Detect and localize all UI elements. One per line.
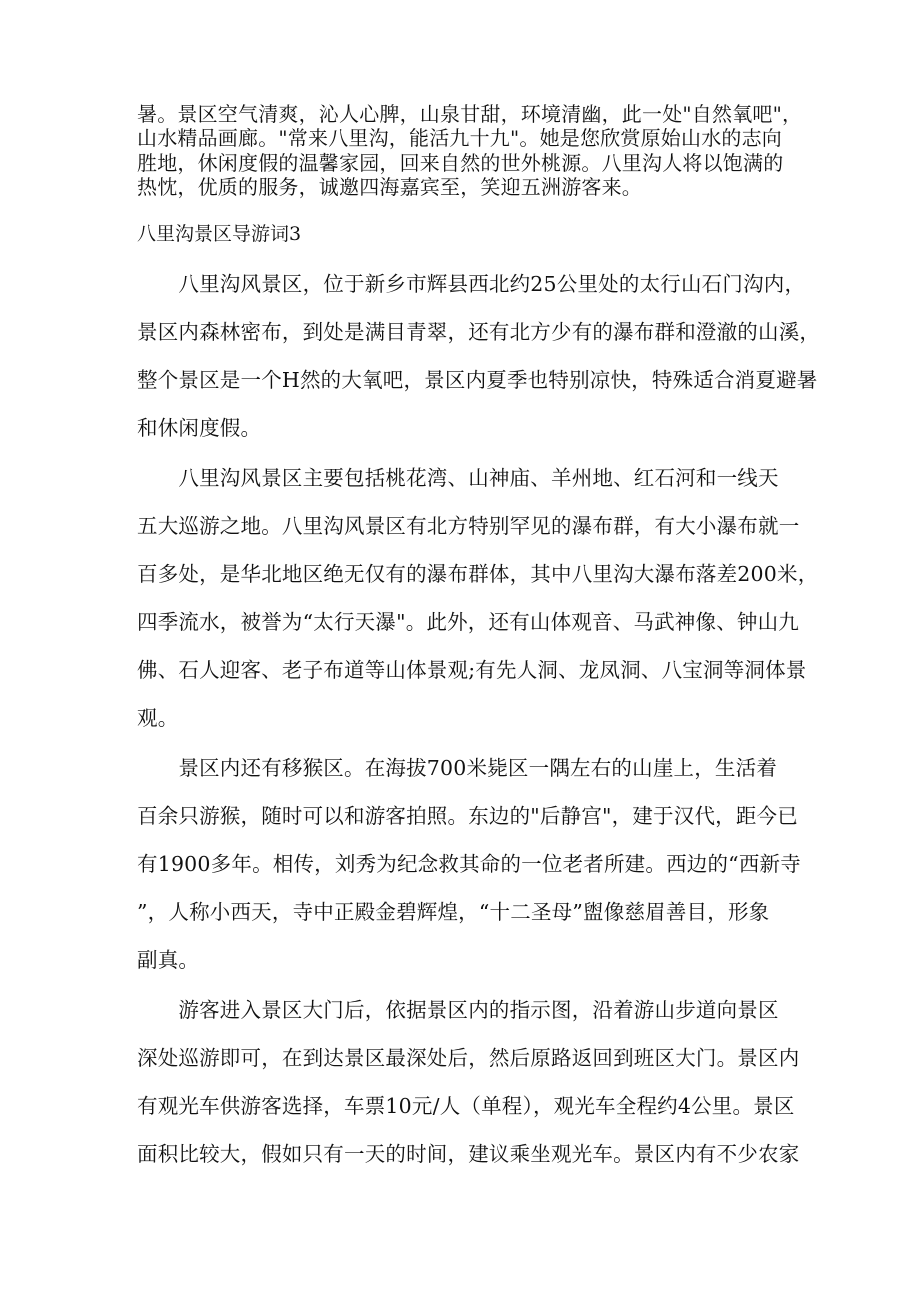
intro-line: 暑。景区空气清爽，沁人心脾，山泉甘甜，环境清幽，此一处"自然氧吧"， (137, 102, 803, 126)
paragraph-line: 和休闲度假。 (137, 416, 262, 440)
paragraph-line: 深处巡游即可，在到达景区最深处后，然后原路返回到班区大门。景区内 (137, 1046, 800, 1070)
paragraph-line: 八里沟风景区，位于新乡市辉县西北约25公里处的太行山石门沟内， (137, 272, 806, 296)
paragraph-line: 佛、石人迎客、老子布道等山体景观;有先人洞、龙凤洞、八宝洞等洞体景 (137, 658, 807, 682)
paragraph-line: 景区内还有移猴区。在海拔700米毙区一隅左右的山崖上，生活着 (137, 756, 778, 780)
intro-line: 山水精品画廊。"常来八里沟，能活九十九"。她是您欣赏原始山水的志向 (137, 126, 782, 150)
paragraph-line: ”，人称小西天，寺中正殿金碧辉煌，“十二圣母”盥像慈眉善目，形象 (137, 900, 770, 924)
intro-line: 热忱，优质的服务，诚邀四海嘉宾至，笑迎五洲游客来。 (137, 175, 642, 199)
paragraph-line: 八里沟风景区主要包括桃花湾、山神庙、羊州地、红石河和一线天 (137, 466, 779, 490)
section-heading: 八里沟景区导游词3 (137, 223, 302, 245)
paragraph-line: 有观光车供游客选择，车票10元/人（单程），观光车全程约4公里。景区 (137, 1094, 795, 1118)
paragraph-line: 游客进入景区大门后，依据景区内的指示图，沿着游山步道向景区 (137, 998, 779, 1022)
paragraph-line: 有1900多年。相传，刘秀为纪念救其命的一位老者所建。西边的“西新寺 (137, 852, 801, 876)
paragraph-line: 观。 (137, 706, 179, 730)
paragraph-line: 五大巡游之地。八里沟风景区有北方特别罕见的瀑布群，有大小瀑布就一 (137, 514, 800, 538)
paragraph-line: 百余只游猴，随时可以和游客拍照。东边的"后静宫"，建于汉代，距今已 (137, 804, 798, 828)
paragraph-line: 百多处，是华北地区绝无仅有的瀑布群体，其中八里沟大瀑布落差200米， (137, 562, 819, 586)
paragraph-line: 面积比较大，假如只有一天的时间，建议乘坐观光车。景区内有不少农家 (137, 1142, 800, 1166)
paragraph-line: 副真。 (137, 948, 200, 972)
paragraph-line: 景区内森林密布，到处是满目青翠，还有北方少有的瀑布群和澄澈的山溪， (137, 320, 821, 344)
paragraph-line: 四季流水，被誉为“太行天瀑"。此外，还有山体观音、马武神像、钟山九 (137, 610, 800, 634)
paragraph-line: 整个景区是一个H然的大氧吧，景区内夏季也特别凉快，特殊适合消夏避暑 (137, 368, 818, 392)
intro-line: 胜地，休闲度假的温馨家园，回来自然的世外桃源。八里沟人将以饱满的 (137, 151, 784, 175)
